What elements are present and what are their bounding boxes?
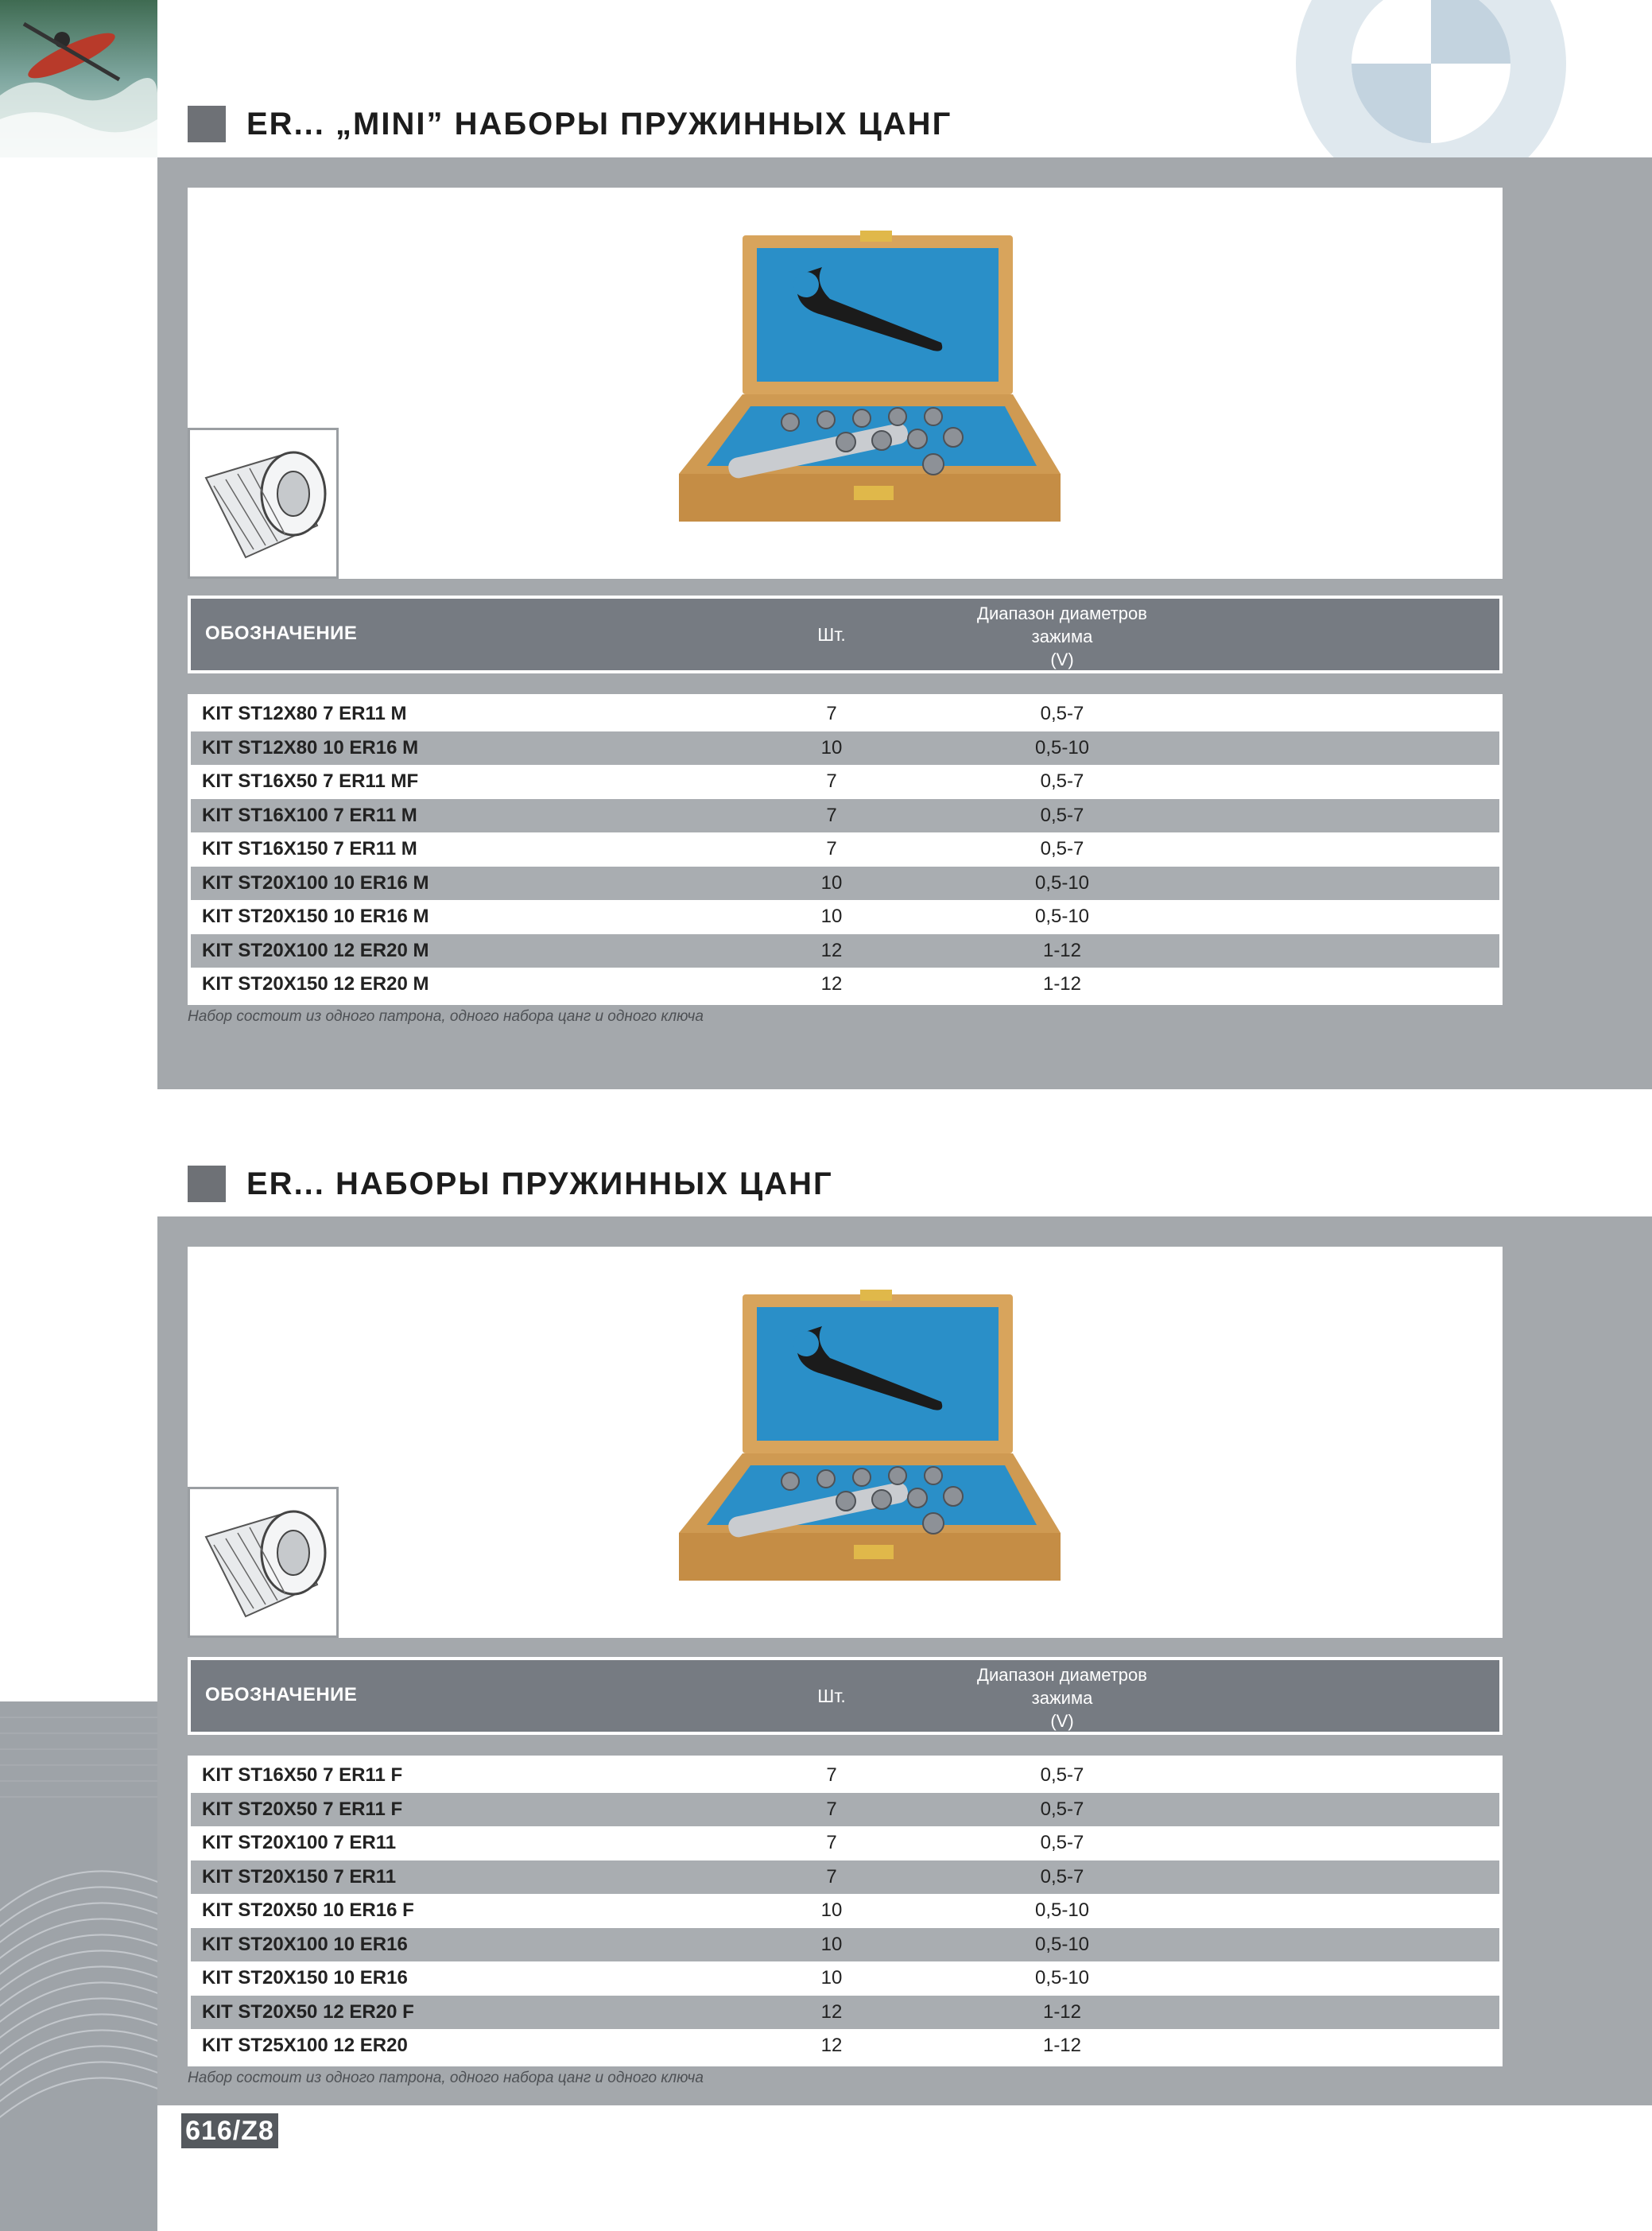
table-row: [191, 934, 1499, 968]
row-designation: KIT ST20X100 7 ER11: [202, 1832, 397, 1854]
title-marker-square: [188, 106, 226, 142]
header-quantity: Шт.: [817, 1686, 846, 1706]
section-1-product-image-box: [188, 188, 1503, 579]
row-designation: KIT ST12X80 7 ER11 M: [202, 703, 407, 725]
row-designation: KIT ST20X150 10 ER16: [202, 1967, 408, 1989]
row-designation: KIT ST20X50 12 ER20 F: [202, 2000, 414, 2023]
row-quantity: 10: [820, 906, 843, 928]
row-quantity: 10: [820, 1967, 843, 1989]
row-designation: KIT ST16X50 7 ER11 F: [202, 1764, 403, 1787]
row-range: 0,5-7: [1040, 1865, 1084, 1888]
title-marker-square: [188, 1166, 226, 1202]
row-quantity: 7: [826, 770, 837, 793]
row-quantity: 10: [820, 1933, 843, 1955]
table-row: [191, 799, 1499, 833]
row-quantity: 12: [820, 2000, 843, 2023]
row-range: 0,5-10: [1034, 871, 1090, 894]
row-designation: KIT ST16X50 7 ER11 MF: [202, 770, 419, 793]
header-clamping-range: [879, 602, 1245, 671]
section-2-table-header: [188, 1657, 1503, 1735]
row-range: 1-12: [1042, 973, 1082, 995]
row-range: 1-12: [1042, 939, 1082, 961]
table-row: [191, 1826, 1499, 1860]
header-range-line-1: Диапазон диаметров: [977, 603, 1147, 623]
header-clamping-range: [879, 1663, 1245, 1732]
section-2-product-image-box: [188, 1247, 1503, 1638]
row-range: 0,5-7: [1040, 770, 1084, 793]
row-quantity: 7: [826, 703, 837, 725]
row-range: 0,5-10: [1034, 1899, 1090, 1922]
row-designation: KIT ST20X150 7 ER11: [202, 1865, 397, 1888]
section-1-table-body: [188, 694, 1503, 1005]
row-designation: KIT ST20X150 10 ER16 M: [202, 906, 429, 928]
table-row: [191, 731, 1499, 766]
table-row: [191, 900, 1499, 934]
section-1-table-header: [188, 596, 1503, 673]
row-range: 0,5-7: [1040, 838, 1084, 860]
row-quantity: 7: [826, 1832, 837, 1854]
table-row: [191, 832, 1499, 867]
row-quantity: 12: [820, 973, 843, 995]
row-range: 0,5-7: [1040, 1832, 1084, 1854]
row-quantity: 12: [820, 939, 843, 961]
row-range: 0,5-10: [1034, 1967, 1090, 1989]
header-range-line-2: зажима: [1031, 627, 1093, 646]
row-designation: KIT ST20X100 10 ER16 M: [202, 871, 429, 894]
collet-icon: [188, 428, 339, 579]
row-quantity: 10: [820, 871, 843, 894]
section-1-title-row: [188, 106, 952, 142]
table-row: [191, 1894, 1499, 1928]
collet-icon: [188, 1487, 339, 1638]
table-row: [191, 968, 1499, 1002]
table-row: [191, 765, 1499, 799]
page-number: 616/Z8: [181, 2113, 278, 2148]
section-1-title: ER... „MINI” НАБОРЫ ПРУЖИННЫХ ЦАНГ: [246, 106, 952, 142]
decorative-circle-logo: [1288, 0, 1566, 159]
row-range: 1-12: [1042, 2000, 1082, 2023]
row-quantity: 7: [826, 1798, 837, 1820]
kayak-photo: [0, 0, 157, 157]
row-designation: KIT ST20X100 12 ER20 M: [202, 939, 429, 961]
header-range-line-3: (V): [1050, 650, 1074, 669]
section-2-table-body: [188, 1756, 1503, 2066]
table-row: [191, 1860, 1499, 1895]
table-row: [191, 1793, 1499, 1827]
row-designation: KIT ST16X100 7 ER11 M: [202, 804, 417, 826]
table-row: [191, 1996, 1499, 2030]
row-range: 1-12: [1042, 2035, 1082, 2057]
left-margin-strip: [0, 0, 157, 2231]
row-quantity: 10: [820, 736, 843, 759]
row-designation: KIT ST16X150 7 ER11 M: [202, 838, 417, 860]
row-range: 0,5-10: [1034, 736, 1090, 759]
section-2-title: ER... НАБОРЫ ПРУЖИННЫХ ЦАНГ: [246, 1166, 833, 1201]
row-range: 0,5-10: [1034, 906, 1090, 928]
row-quantity: 10: [820, 1899, 843, 1922]
table-row: [191, 867, 1499, 901]
table-row: [191, 2029, 1499, 2063]
table-row: [191, 697, 1499, 731]
collet-kit-box-image: [663, 1271, 1076, 1604]
row-quantity: 7: [826, 1865, 837, 1888]
row-designation: KIT ST25X100 12 ER20: [202, 2035, 408, 2057]
section-1-footnote: Набор состоит из одного патрона, одного набора цанг и одного ключа: [188, 1008, 704, 1025]
section-2-footnote: Набор состоит из одного патрона, одного набора цанг и одного ключа: [188, 2070, 704, 2086]
row-range: 0,5-7: [1040, 703, 1084, 725]
row-designation: KIT ST20X100 10 ER16: [202, 1933, 408, 1955]
row-quantity: 12: [820, 2035, 843, 2057]
decorative-wave-pattern: [0, 1701, 157, 2231]
row-designation: KIT ST20X150 12 ER20 M: [202, 973, 429, 995]
row-range: 0,5-7: [1040, 1798, 1084, 1820]
row-quantity: 7: [826, 838, 837, 860]
row-designation: KIT ST20X50 7 ER11 F: [202, 1798, 403, 1820]
collet-kit-box-image: [663, 211, 1076, 545]
row-designation: KIT ST12X80 10 ER16 M: [202, 736, 419, 759]
row-range: 0,5-7: [1040, 804, 1084, 826]
row-quantity: 7: [826, 804, 837, 826]
table-row: [191, 1928, 1499, 1962]
header-range-line-3: (V): [1050, 1711, 1074, 1731]
table-row: [191, 1961, 1499, 1996]
header-designation: ОБОЗНАЧЕНИЕ: [205, 1684, 358, 1705]
header-range-line-1: Диапазон диаметров: [977, 1665, 1147, 1685]
header-range-line-2: зажима: [1031, 1688, 1093, 1708]
row-range: 0,5-10: [1034, 1933, 1090, 1955]
header-quantity: Шт.: [817, 624, 846, 645]
table-row: [191, 1759, 1499, 1793]
row-designation: KIT ST20X50 10 ER16 F: [202, 1899, 414, 1922]
row-quantity: 7: [826, 1764, 837, 1787]
section-2-title-row: [188, 1166, 833, 1202]
row-range: 0,5-7: [1040, 1764, 1084, 1787]
header-designation: ОБОЗНАЧЕНИЕ: [205, 623, 358, 644]
